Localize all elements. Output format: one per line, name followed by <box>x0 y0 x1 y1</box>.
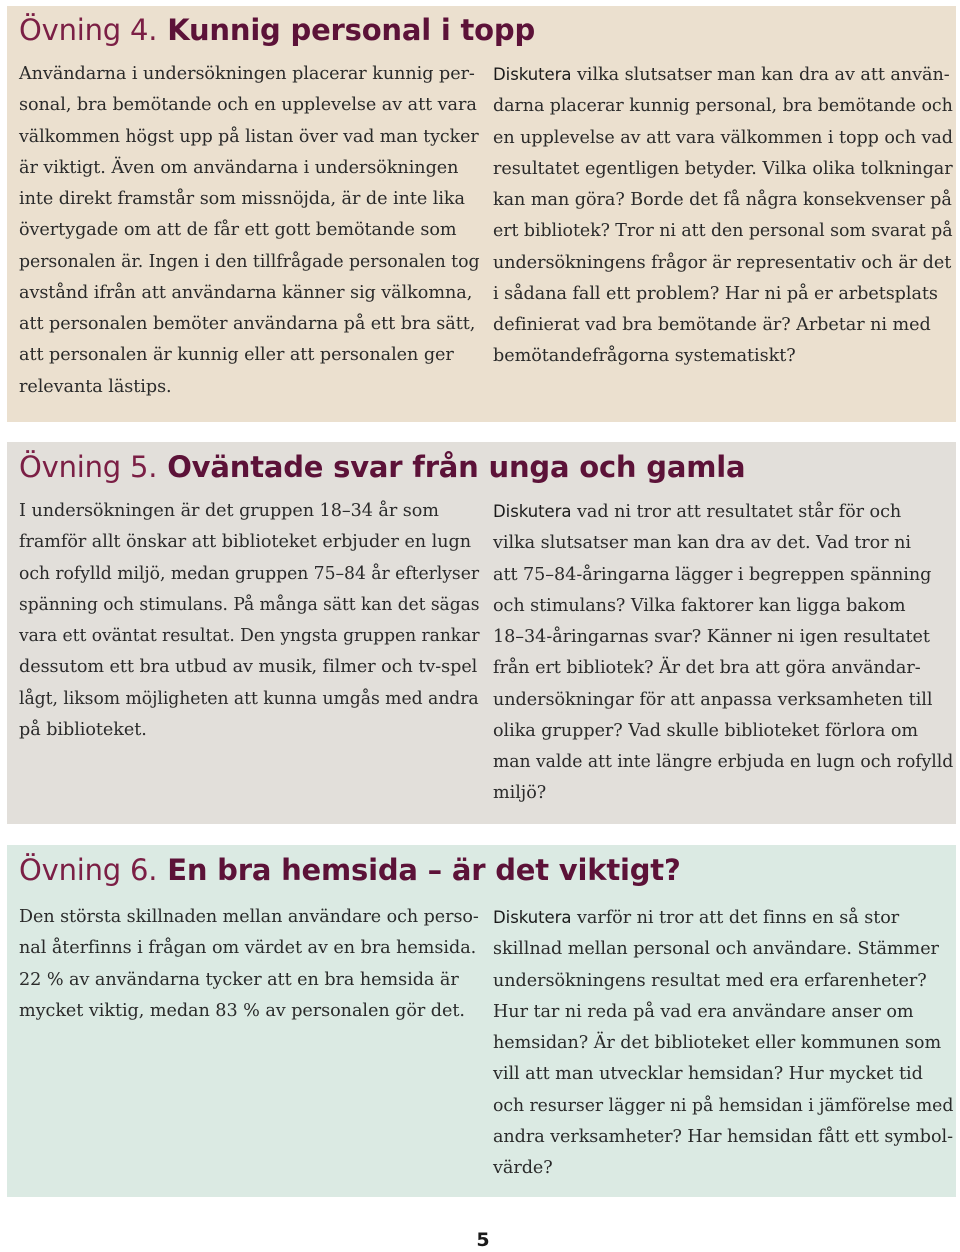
exercise-6-title: En bra hemsida – är det viktigt? <box>167 853 681 887</box>
exercise-4-heading <box>19 12 535 48</box>
exercise-5-discussion <box>493 496 953 810</box>
exercise-5-title: Oväntade svar från unga och gamla <box>167 450 746 484</box>
discussion-line: undersökningens frågor är representativ och är det <box>493 252 952 273</box>
body-line: framför allt önskar att biblioteket erbjuder en lugn <box>19 532 471 553</box>
discussion-line: miljö? <box>493 783 547 804</box>
body-line: I undersökningen är det gruppen 18–34 år som <box>19 501 439 521</box>
body-line: dessutom ett bra utbud av musik, filmer och tv-spel <box>19 657 478 678</box>
discussion-line: Hur tar ni reda på vad era användare anser om <box>493 1001 914 1022</box>
body-line: mycket viktig, medan 83 % av personalen gör det. <box>19 1000 465 1021</box>
body-line: relevanta lästips. <box>19 376 172 397</box>
discussion-text: varför ni tror att det finns en så stor <box>571 908 900 928</box>
body-line: välkommen högst upp på listan över vad man tycker <box>19 126 479 147</box>
discuss-label: Diskutera <box>493 65 572 84</box>
body-line: personalen är. Ingen i den tillfrågade personalen tog <box>19 251 480 272</box>
discussion-line: undersökningens resultat med era erfarenheter? <box>493 970 927 991</box>
discussion-line: resultatet egentligen betyder. Vilka olika tolkningar <box>493 158 953 179</box>
discussion-line: man valde att inte längre erbjuda en lugn och rofylld <box>493 752 954 772</box>
body-line: nal återfinns i frågan om värdet av en bra hemsida. <box>19 938 477 959</box>
exercise-5-prefix: Övning 5. <box>19 450 158 484</box>
body-line: att personalen är kunnig eller att personalen ger <box>19 345 454 366</box>
discuss-label: Diskutera <box>493 502 572 521</box>
exercise-6-body <box>19 902 479 1027</box>
body-line: på biblioteket. <box>19 719 147 740</box>
discussion-line: ert bibliotek? Tror ni att den personal som svarat på <box>493 221 953 242</box>
discussion-line: i sådana fall ett problem? Har ni på er arbetsplats <box>493 283 938 304</box>
discussion-line: vilka slutsatser man kan dra av det. Vad tror ni <box>493 533 911 554</box>
body-line: övertygade om att de får ett gott bemötande som <box>19 220 457 241</box>
discussion-line: 18–34-åringarnas svar? Känner ni igen resultatet <box>493 627 930 647</box>
exercise-4-discussion <box>493 59 953 373</box>
discussion-line: undersökningar för att anpassa verksamheten till <box>493 689 933 710</box>
body-line: vara ett oväntat resultat. Den yngsta gruppen rankar <box>19 626 480 646</box>
discussion-line <box>493 59 953 91</box>
body-line: 22 % av användarna tycker att en bra hemsida är <box>19 969 459 990</box>
discussion-line: att 75–84-åringarna lägger i begreppen spänning <box>493 564 932 585</box>
discuss-label: Diskutera <box>493 908 572 927</box>
discussion-line: andra verksamheter? Har hemsidan fått ett symbol- <box>493 1126 953 1147</box>
body-line: och rofylld miljö, medan gruppen 75–84 år efterlyser <box>19 563 480 584</box>
exercise-6-box <box>7 845 956 1197</box>
exercise-4-prefix: Övning 4. <box>19 13 158 47</box>
discussion-line: värde? <box>493 1158 553 1178</box>
discussion-text: vilka slutsatser man kan dra av att använ- <box>571 65 950 85</box>
exercise-5-box <box>7 442 956 824</box>
exercise-6-heading <box>19 852 681 888</box>
body-line: spänning och stimulans. På många sätt kan det sägas <box>19 594 480 615</box>
discussion-line: och resurser lägger ni på hemsidan i jämförelse med <box>493 1095 954 1116</box>
discussion-line: och stimulans? Vilka faktorer kan ligga bakom <box>493 595 906 616</box>
discussion-line: kan man göra? Borde det få några konsekvenser på <box>493 190 952 210</box>
exercise-4-body <box>19 59 479 403</box>
discussion-line: olika grupper? Vad skulle biblioteket förlora om <box>493 720 918 741</box>
body-line: lågt, liksom möjligheten att kunna umgås med andra <box>19 688 479 709</box>
discussion-line: en upplevelse av att vara välkommen i topp och vad <box>493 127 953 148</box>
body-line: sonal, bra bemötande och en upplevelse av att vara <box>19 95 477 116</box>
discussion-line: skillnad mellan personal och användare. Stämmer <box>493 939 939 960</box>
body-line: Den största skillnaden mellan användare och perso- <box>19 907 479 927</box>
body-line: är viktigt. Även om användarna i undersökningen <box>19 157 459 178</box>
exercise-6-prefix: Övning 6. <box>19 853 158 887</box>
exercise-5-heading <box>19 449 745 485</box>
body-line: avstånd ifrån att användarna känner sig välkomna, <box>19 282 473 303</box>
discussion-line: hemsidan? Är det biblioteket eller kommunen som <box>493 1033 942 1053</box>
exercise-5-body <box>19 496 479 746</box>
discussion-line: darna placerar kunnig personal, bra bemötande och <box>493 96 953 117</box>
exercise-4-title: Kunnig personal i topp <box>167 13 536 47</box>
discussion-line: vill att man utvecklar hemsidan? Hur mycket tid <box>493 1064 923 1085</box>
exercise-6-discussion <box>493 902 953 1184</box>
page-number: 5 <box>476 1229 490 1251</box>
discussion-line: definierat vad bra bemötande är? Arbetar ni med <box>493 315 931 335</box>
discussion-line <box>493 902 953 934</box>
discussion-line: bemötandefrågorna systematiskt? <box>493 346 796 367</box>
discussion-line: från ert bibliotek? Är det bra att göra användar- <box>493 658 921 679</box>
body-line: inte direkt framstår som missnöjda, är de inte lika <box>19 189 465 209</box>
discussion-text: vad ni tror att resultatet står för och <box>571 502 902 522</box>
discussion-line <box>493 496 953 528</box>
body-line: Användarna i undersökningen placerar kunnig per- <box>19 64 475 84</box>
exercise-4-box <box>7 6 956 422</box>
body-line: att personalen bemöter användarna på ett bra sätt, <box>19 314 476 334</box>
